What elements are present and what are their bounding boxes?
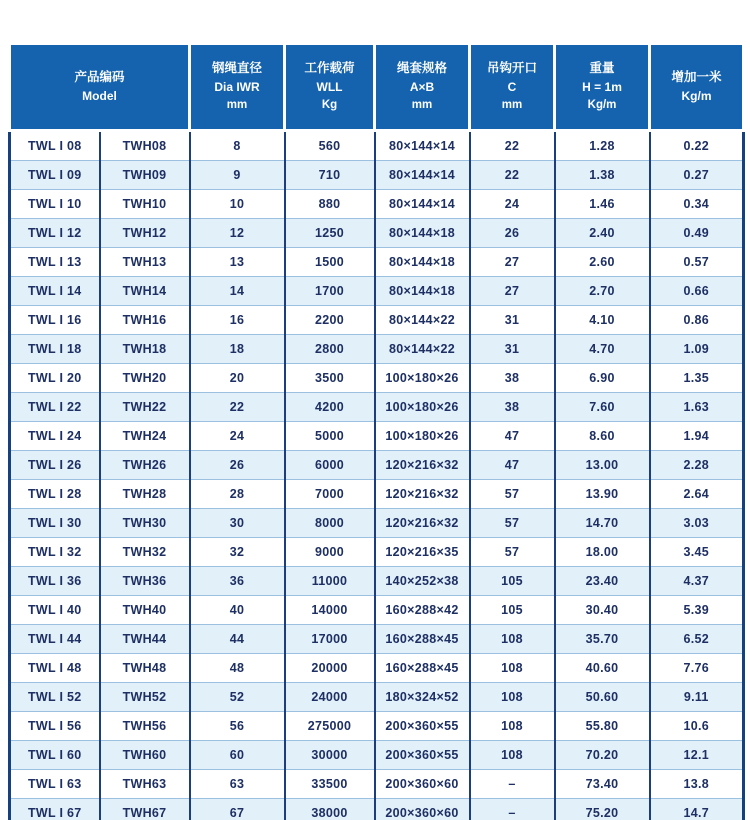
table-row bbox=[10, 219, 744, 248]
header-spec-zh: 绳套规格 bbox=[397, 61, 448, 76]
cell-spec-axb: 100×180×26 bbox=[375, 393, 470, 422]
cell-weight: 23.40 bbox=[555, 567, 650, 596]
table-row bbox=[10, 770, 744, 799]
cell-model-twl: TWL I 28 bbox=[10, 480, 100, 509]
cell-hook-opening-c: 38 bbox=[470, 393, 555, 422]
cell-weight: 70.20 bbox=[555, 741, 650, 770]
cell-model-twl: TWL I 52 bbox=[10, 683, 100, 712]
cell-model-twh: TWH16 bbox=[100, 306, 190, 335]
cell-wll: 17000 bbox=[285, 625, 375, 654]
cell-spec-axb: 80×144×22 bbox=[375, 335, 470, 364]
cell-dia: 10 bbox=[190, 190, 285, 219]
cell-weight: 75.20 bbox=[555, 799, 650, 820]
cell-weight: 35.70 bbox=[555, 625, 650, 654]
cell-wll: 8000 bbox=[285, 509, 375, 538]
table-row bbox=[10, 451, 744, 480]
cell-per-meter: 3.03 bbox=[650, 509, 744, 538]
cell-model-twl: TWL I 60 bbox=[10, 741, 100, 770]
cell-weight: 13.90 bbox=[555, 480, 650, 509]
cell-weight: 1.46 bbox=[555, 190, 650, 219]
cell-hook-opening-c: 108 bbox=[470, 712, 555, 741]
cell-spec-axb: 80×144×18 bbox=[375, 248, 470, 277]
cell-weight: 4.70 bbox=[555, 335, 650, 364]
table-row bbox=[10, 393, 744, 422]
header-per-meter-unit: Kg/m bbox=[681, 89, 712, 104]
header-dia bbox=[190, 44, 285, 131]
cell-model-twh: TWH18 bbox=[100, 335, 190, 364]
cell-dia: 52 bbox=[190, 683, 285, 712]
cell-model-twh: TWH10 bbox=[100, 190, 190, 219]
cell-dia: 12 bbox=[190, 219, 285, 248]
cell-hook-opening-c: 105 bbox=[470, 567, 555, 596]
cell-model-twl: TWL I 16 bbox=[10, 306, 100, 335]
cell-spec-axb: 200×360×60 bbox=[375, 799, 470, 820]
cell-model-twl: TWL I 18 bbox=[10, 335, 100, 364]
cell-spec-axb: 80×144×14 bbox=[375, 161, 470, 190]
cell-model-twh: TWH14 bbox=[100, 277, 190, 306]
cell-dia: 20 bbox=[190, 364, 285, 393]
cell-spec-axb: 200×360×60 bbox=[375, 770, 470, 799]
cell-wll: 1250 bbox=[285, 219, 375, 248]
cell-weight: 6.90 bbox=[555, 364, 650, 393]
cell-weight: 2.70 bbox=[555, 277, 650, 306]
cell-model-twh: TWH09 bbox=[100, 161, 190, 190]
cell-spec-axb: 160×288×45 bbox=[375, 625, 470, 654]
cell-model-twh: TWH67 bbox=[100, 799, 190, 820]
cell-per-meter: 6.52 bbox=[650, 625, 744, 654]
cell-hook-opening-c: 108 bbox=[470, 625, 555, 654]
cell-model-twl: TWL I 44 bbox=[10, 625, 100, 654]
cell-dia: 63 bbox=[190, 770, 285, 799]
header-dia-en: Dia IWR bbox=[214, 80, 260, 95]
cell-spec-axb: 180×324×52 bbox=[375, 683, 470, 712]
cell-spec-axb: 80×144×14 bbox=[375, 190, 470, 219]
product-spec-table bbox=[8, 42, 745, 820]
cell-per-meter: 13.8 bbox=[650, 770, 744, 799]
cell-dia: 9 bbox=[190, 161, 285, 190]
header-hook-zh: 吊钩开口 bbox=[487, 61, 538, 76]
cell-hook-opening-c: 57 bbox=[470, 509, 555, 538]
cell-dia: 44 bbox=[190, 625, 285, 654]
cell-model-twh: TWH28 bbox=[100, 480, 190, 509]
cell-model-twl: TWL I 09 bbox=[10, 161, 100, 190]
cell-model-twl: TWL I 14 bbox=[10, 277, 100, 306]
cell-hook-opening-c: 22 bbox=[470, 161, 555, 190]
cell-wll: 2800 bbox=[285, 335, 375, 364]
cell-model-twl: TWL I 26 bbox=[10, 451, 100, 480]
cell-model-twl: TWL I 56 bbox=[10, 712, 100, 741]
cell-model-twl: TWL I 63 bbox=[10, 770, 100, 799]
cell-wll: 880 bbox=[285, 190, 375, 219]
cell-model-twh: TWH48 bbox=[100, 654, 190, 683]
header-hook-en: C bbox=[507, 80, 517, 95]
cell-model-twh: TWH26 bbox=[100, 451, 190, 480]
cell-wll: 6000 bbox=[285, 451, 375, 480]
cell-dia: 30 bbox=[190, 509, 285, 538]
cell-model-twh: TWH32 bbox=[100, 538, 190, 567]
cell-model-twl: TWL I 24 bbox=[10, 422, 100, 451]
cell-model-twh: TWH44 bbox=[100, 625, 190, 654]
cell-dia: 26 bbox=[190, 451, 285, 480]
cell-model-twl: TWL I 13 bbox=[10, 248, 100, 277]
cell-wll: 38000 bbox=[285, 799, 375, 820]
cell-weight: 2.40 bbox=[555, 219, 650, 248]
cell-per-meter: 2.28 bbox=[650, 451, 744, 480]
table-header bbox=[10, 44, 744, 131]
table-row bbox=[10, 422, 744, 451]
cell-wll: 710 bbox=[285, 161, 375, 190]
cell-dia: 18 bbox=[190, 335, 285, 364]
table-row bbox=[10, 596, 744, 625]
cell-dia: 16 bbox=[190, 306, 285, 335]
cell-weight: 73.40 bbox=[555, 770, 650, 799]
cell-hook-opening-c: 31 bbox=[470, 306, 555, 335]
header-spec-unit: mm bbox=[411, 99, 433, 112]
cell-hook-opening-c: 105 bbox=[470, 596, 555, 625]
cell-spec-axb: 120×216×35 bbox=[375, 538, 470, 567]
table-row bbox=[10, 741, 744, 770]
cell-dia: 13 bbox=[190, 248, 285, 277]
header-weight-zh: 重量 bbox=[589, 61, 615, 76]
cell-hook-opening-c: 38 bbox=[470, 364, 555, 393]
cell-per-meter: 3.45 bbox=[650, 538, 744, 567]
cell-model-twl: TWL I 10 bbox=[10, 190, 100, 219]
header-hook-unit: mm bbox=[501, 99, 523, 112]
cell-per-meter: 12.1 bbox=[650, 741, 744, 770]
cell-hook-opening-c: 47 bbox=[470, 451, 555, 480]
cell-spec-axb: 80×144×14 bbox=[375, 131, 470, 161]
cell-per-meter: 1.94 bbox=[650, 422, 744, 451]
cell-wll: 275000 bbox=[285, 712, 375, 741]
cell-weight: 4.10 bbox=[555, 306, 650, 335]
table-row bbox=[10, 190, 744, 219]
cell-hook-opening-c: – bbox=[470, 770, 555, 799]
cell-hook-opening-c: 108 bbox=[470, 654, 555, 683]
table-row bbox=[10, 364, 744, 393]
table-row bbox=[10, 654, 744, 683]
cell-hook-opening-c: 47 bbox=[470, 422, 555, 451]
cell-model-twh: TWH40 bbox=[100, 596, 190, 625]
cell-model-twl: TWL I 32 bbox=[10, 538, 100, 567]
header-wll-en: WLL bbox=[316, 80, 343, 95]
cell-dia: 24 bbox=[190, 422, 285, 451]
cell-weight: 1.28 bbox=[555, 131, 650, 161]
cell-model-twl: TWL I 12 bbox=[10, 219, 100, 248]
table-row bbox=[10, 538, 744, 567]
cell-hook-opening-c: 57 bbox=[470, 538, 555, 567]
cell-model-twh: TWH52 bbox=[100, 683, 190, 712]
cell-per-meter: 4.37 bbox=[650, 567, 744, 596]
cell-dia: 28 bbox=[190, 480, 285, 509]
table-row bbox=[10, 248, 744, 277]
cell-wll: 4200 bbox=[285, 393, 375, 422]
cell-weight: 18.00 bbox=[555, 538, 650, 567]
cell-wll: 5000 bbox=[285, 422, 375, 451]
cell-dia: 67 bbox=[190, 799, 285, 820]
header-wll-zh: 工作载荷 bbox=[304, 61, 355, 76]
cell-spec-axb: 120×216×32 bbox=[375, 480, 470, 509]
cell-per-meter: 1.35 bbox=[650, 364, 744, 393]
cell-spec-axb: 120×216×32 bbox=[375, 451, 470, 480]
cell-wll: 1700 bbox=[285, 277, 375, 306]
cell-wll: 560 bbox=[285, 131, 375, 161]
cell-weight: 14.70 bbox=[555, 509, 650, 538]
header-weight bbox=[555, 44, 650, 131]
cell-wll: 30000 bbox=[285, 741, 375, 770]
cell-dia: 36 bbox=[190, 567, 285, 596]
cell-model-twl: TWL I 67 bbox=[10, 799, 100, 820]
cell-model-twh: TWH36 bbox=[100, 567, 190, 596]
header-per-meter bbox=[650, 44, 744, 131]
cell-wll: 9000 bbox=[285, 538, 375, 567]
cell-weight: 1.38 bbox=[555, 161, 650, 190]
table-row bbox=[10, 306, 744, 335]
table-row bbox=[10, 567, 744, 596]
cell-spec-axb: 100×180×26 bbox=[375, 364, 470, 393]
cell-model-twh: TWH22 bbox=[100, 393, 190, 422]
header-wll-unit: Kg bbox=[321, 99, 338, 112]
header-dia-zh: 钢绳直径 bbox=[212, 61, 263, 76]
cell-hook-opening-c: 27 bbox=[470, 277, 555, 306]
cell-per-meter: 1.63 bbox=[650, 393, 744, 422]
header-spec-en: A×B bbox=[409, 80, 435, 95]
cell-per-meter: 1.09 bbox=[650, 335, 744, 364]
cell-spec-axb: 200×360×55 bbox=[375, 741, 470, 770]
header-model-zh: 产品编码 bbox=[74, 70, 125, 85]
cell-weight: 55.80 bbox=[555, 712, 650, 741]
cell-dia: 22 bbox=[190, 393, 285, 422]
cell-spec-axb: 80×144×22 bbox=[375, 306, 470, 335]
cell-weight: 8.60 bbox=[555, 422, 650, 451]
cell-wll: 11000 bbox=[285, 567, 375, 596]
cell-wll: 20000 bbox=[285, 654, 375, 683]
cell-wll: 7000 bbox=[285, 480, 375, 509]
cell-hook-opening-c: 108 bbox=[470, 683, 555, 712]
cell-per-meter: 0.27 bbox=[650, 161, 744, 190]
header-wll bbox=[285, 44, 375, 131]
cell-per-meter: 9.11 bbox=[650, 683, 744, 712]
cell-hook-opening-c: 24 bbox=[470, 190, 555, 219]
table-body bbox=[10, 131, 744, 820]
cell-hook-opening-c: 57 bbox=[470, 480, 555, 509]
cell-spec-axb: 100×180×26 bbox=[375, 422, 470, 451]
cell-model-twl: TWL I 40 bbox=[10, 596, 100, 625]
cell-spec-axb: 120×216×32 bbox=[375, 509, 470, 538]
table-row bbox=[10, 277, 744, 306]
cell-weight: 50.60 bbox=[555, 683, 650, 712]
cell-model-twl: TWL I 36 bbox=[10, 567, 100, 596]
cell-spec-axb: 160×288×42 bbox=[375, 596, 470, 625]
header-model bbox=[10, 44, 190, 131]
cell-spec-axb: 140×252×38 bbox=[375, 567, 470, 596]
cell-spec-axb: 80×144×18 bbox=[375, 277, 470, 306]
header-spec bbox=[375, 44, 470, 131]
cell-wll: 24000 bbox=[285, 683, 375, 712]
table-row bbox=[10, 480, 744, 509]
cell-hook-opening-c: – bbox=[470, 799, 555, 820]
cell-model-twl: TWL I 48 bbox=[10, 654, 100, 683]
table-row bbox=[10, 799, 744, 820]
cell-dia: 56 bbox=[190, 712, 285, 741]
cell-per-meter: 0.86 bbox=[650, 306, 744, 335]
table-row bbox=[10, 335, 744, 364]
cell-spec-axb: 200×360×55 bbox=[375, 712, 470, 741]
cell-dia: 48 bbox=[190, 654, 285, 683]
cell-weight: 7.60 bbox=[555, 393, 650, 422]
cell-dia: 8 bbox=[190, 131, 285, 161]
cell-dia: 40 bbox=[190, 596, 285, 625]
cell-model-twh: TWH08 bbox=[100, 131, 190, 161]
table-row bbox=[10, 683, 744, 712]
cell-spec-axb: 80×144×18 bbox=[375, 219, 470, 248]
cell-model-twh: TWH24 bbox=[100, 422, 190, 451]
cell-dia: 60 bbox=[190, 741, 285, 770]
cell-per-meter: 7.76 bbox=[650, 654, 744, 683]
cell-weight: 2.60 bbox=[555, 248, 650, 277]
cell-model-twh: TWH20 bbox=[100, 364, 190, 393]
cell-weight: 40.60 bbox=[555, 654, 650, 683]
cell-per-meter: 0.57 bbox=[650, 248, 744, 277]
cell-per-meter: 14.7 bbox=[650, 799, 744, 820]
cell-hook-opening-c: 22 bbox=[470, 131, 555, 161]
cell-wll: 33500 bbox=[285, 770, 375, 799]
cell-spec-axb: 160×288×45 bbox=[375, 654, 470, 683]
cell-wll: 2200 bbox=[285, 306, 375, 335]
cell-hook-opening-c: 27 bbox=[470, 248, 555, 277]
cell-model-twh: TWH60 bbox=[100, 741, 190, 770]
cell-per-meter: 0.22 bbox=[650, 131, 744, 161]
header-model-en: Model bbox=[82, 89, 117, 104]
cell-wll: 14000 bbox=[285, 596, 375, 625]
cell-wll: 3500 bbox=[285, 364, 375, 393]
cell-per-meter: 10.6 bbox=[650, 712, 744, 741]
cell-hook-opening-c: 31 bbox=[470, 335, 555, 364]
table-row bbox=[10, 131, 744, 161]
cell-dia: 14 bbox=[190, 277, 285, 306]
cell-weight: 13.00 bbox=[555, 451, 650, 480]
cell-per-meter: 0.49 bbox=[650, 219, 744, 248]
header-row bbox=[10, 44, 744, 131]
cell-per-meter: 0.34 bbox=[650, 190, 744, 219]
cell-per-meter: 5.39 bbox=[650, 596, 744, 625]
header-dia-unit: mm bbox=[226, 99, 248, 112]
cell-model-twl: TWL I 30 bbox=[10, 509, 100, 538]
cell-model-twl: TWL I 08 bbox=[10, 131, 100, 161]
table-row bbox=[10, 509, 744, 538]
cell-model-twh: TWH12 bbox=[100, 219, 190, 248]
table-row bbox=[10, 161, 744, 190]
cell-weight: 30.40 bbox=[555, 596, 650, 625]
cell-wll: 1500 bbox=[285, 248, 375, 277]
header-weight-unit: Kg/m bbox=[587, 99, 617, 112]
cell-per-meter: 0.66 bbox=[650, 277, 744, 306]
cell-model-twh: TWH63 bbox=[100, 770, 190, 799]
header-hook-opening bbox=[470, 44, 555, 131]
cell-hook-opening-c: 108 bbox=[470, 741, 555, 770]
header-weight-en: H = 1m bbox=[582, 80, 622, 95]
table-row bbox=[10, 712, 744, 741]
cell-model-twh: TWH13 bbox=[100, 248, 190, 277]
cell-model-twh: TWH56 bbox=[100, 712, 190, 741]
header-per-meter-zh: 增加一米 bbox=[671, 70, 722, 85]
cell-per-meter: 2.64 bbox=[650, 480, 744, 509]
cell-hook-opening-c: 26 bbox=[470, 219, 555, 248]
cell-model-twh: TWH30 bbox=[100, 509, 190, 538]
cell-model-twl: TWL I 20 bbox=[10, 364, 100, 393]
cell-dia: 32 bbox=[190, 538, 285, 567]
table-row bbox=[10, 625, 744, 654]
cell-model-twl: TWL I 22 bbox=[10, 393, 100, 422]
